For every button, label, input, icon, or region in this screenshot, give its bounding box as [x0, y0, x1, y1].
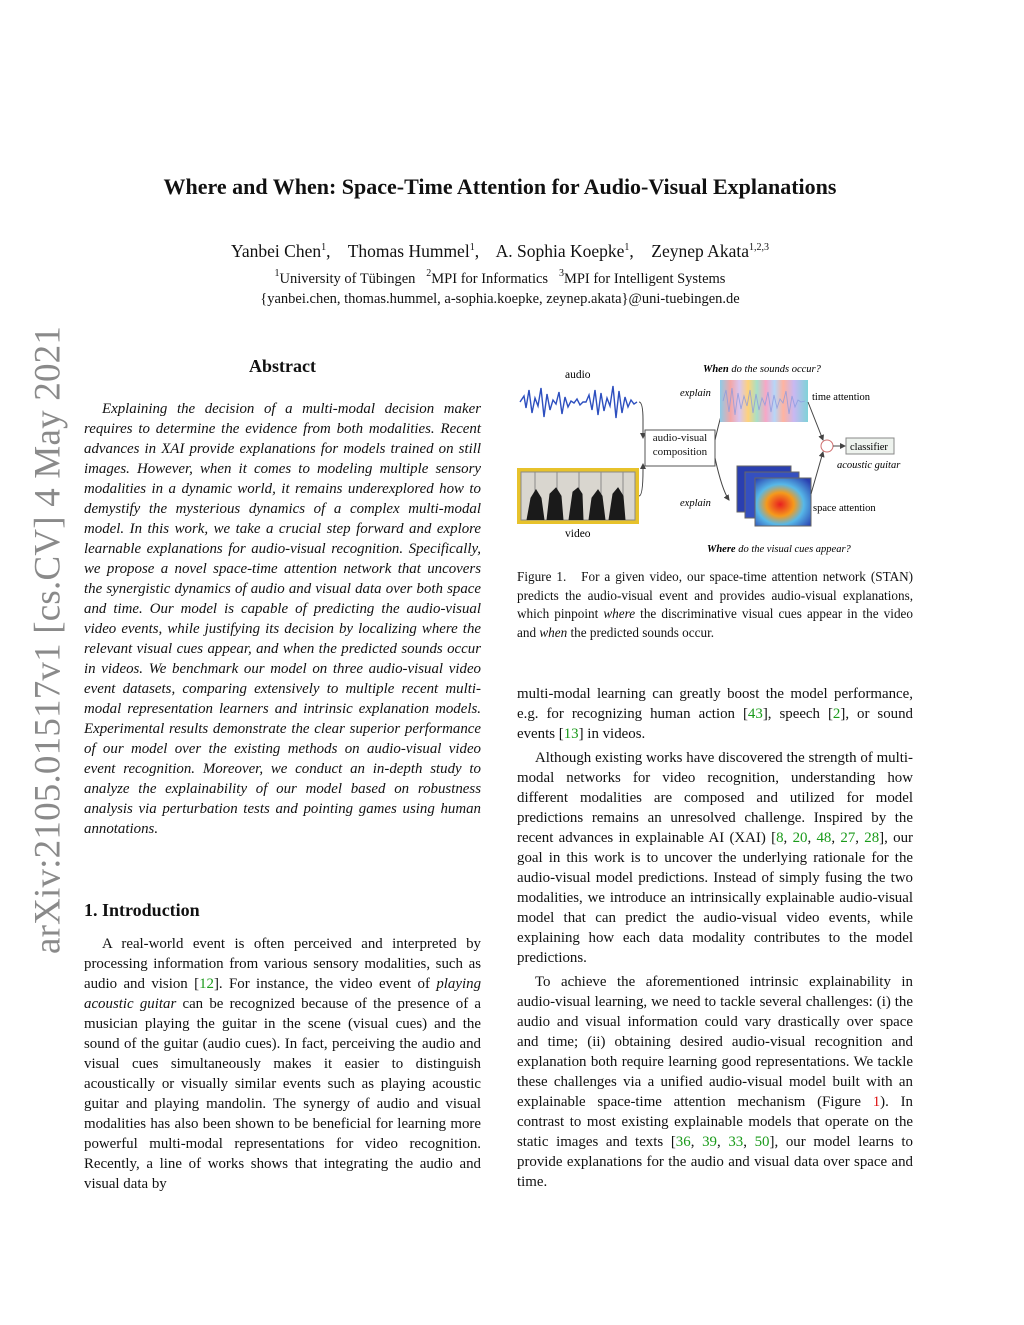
citation-link[interactable]: 43: [747, 706, 763, 722]
intro-body: [84, 934, 481, 1194]
citation-link[interactable]: 2: [832, 706, 841, 722]
fusion-node: [821, 440, 833, 452]
abstract-text: Explaining the decision of a multi-modal decision maker requires to determine the evidence from both modalities. Recent advances in XAI provide explanations for models trained on still images. However, when it comes to modeling multiple sensory modalities in a dynamic world, it remains underexplored how to demystify the mysterious dynamics of a complex multi-modal model. In this work, we take a crucial step forward and explore learnable explanations for audio-visual recognition. Specifically, we propose a novel space-time attention network that uncovers the synergistic dynamics of audio and visual data over both space and time. Our model is capable of predicting the audio-visual video events, while justifying its decision by localizing where the relevant visual cues appear, and when the predicted sounds occur in videos. We benchmark our model on three audio-visual video event datasets, comparing extensively to multiple recent multi-modal representation learners and intrinsic explanation models. Experimental results demonstrate the clear superior performance of our model over the existing methods on audio-visual video event recognition. Moreover, we conduct an in-depth study to analyze the explainability of our model based on robustness analysis via perturbation tests and pointing games using human annotations.: [84, 401, 481, 837]
abstract-heading: Abstract: [249, 356, 316, 376]
space-to-fusion-arrow: [811, 452, 823, 494]
audio-arrow: [639, 402, 643, 438]
body-paragraph: To achieve the aforementioned intrinsic explainability in audio-visual learning, we need to tackle several challenges: (i) the audio and visual information could vary drastically over space and time; (ii) obtaining desired audio-visual recognition and explanation both require learning good representations. We tackle these challenges via a unified audio-visual model built with an explainable space-time attention mechanism (Figure 1). In contrast to most existing explainable models that operate on the static images and texts [36, 39, 33, 50], our model learns to provide explanations for the audio and visual data over space and time.: [517, 974, 913, 1190]
time-attention-label: time attention: [812, 392, 871, 403]
author-name: A. Sophia Koepke: [495, 241, 625, 261]
intro-paragraph: [84, 934, 481, 1194]
text-run: Although existing works have discovered the strength of multi-modal networks for video recognition, understanding how different modalities are composed and utilized for model predictions remains an unresolved challenge. Inspired by the recent advances in explainable AI (XAI) [: [517, 750, 913, 846]
figure-reference-link[interactable]: 1: [872, 1094, 881, 1110]
composition-label-holder: [645, 431, 715, 465]
caption-text: For a given video, our space-time attention network (STAN) predicts the audio-visual event and provides audio-visual explanations, which pinpoint: [517, 569, 914, 621]
body-paragraph: Although existing works have discovered the strength of multi-modal networks for video recognition, understanding how different modalities are composed and utilized for model predictions remains an unresolved challenge. Inspired by the recent advances in explainable AI (XAI) [8, 20, 48, 27, 28], our goal in this work is to uncover the underlying rationale for the audio-visual model predictions. Instead of simply fusing the two modalities, we introduce an intrinsically explainable audio-visual model that can predict the audio-visual video events, while explaining how each data modality contributes to the model predictions.: [517, 750, 913, 966]
figure-caption: [517, 568, 913, 642]
affiliation-name: University of Tübingen: [279, 271, 416, 287]
affiliation-mark: 2: [426, 268, 432, 279]
text-run: multi-modal learning can greatly boost the model performance, e.g. for recognizing human action [: [517, 686, 913, 722]
caption-text: the discriminative visual cues appear in the video and: [517, 606, 913, 640]
author-affiliation-mark: 1: [624, 242, 630, 253]
citation-link[interactable]: 50: [754, 1134, 770, 1150]
where-question: [707, 544, 852, 555]
arxiv-id-text: arXiv:2105.01517v1 [cs.CV] 4 May 2021: [27, 325, 69, 955]
space-attention-label: space attention: [813, 503, 876, 514]
text-run: can be recognized because of the presence of a musician playing the guitar in the scene (visual cues) and the sound of the guitar (audio cues). In fact, perceiving the audio and visual cues simultaneously makes it easier to distinguish acoustically or visually similar events such as playing acoustic guitar and playing mandolin. The synergy of audio and visual modalities has also been shown to be beneficial for learning more powerful multi-modal representations for video recognition. Recently, a line of works shows that integrating the audio and visual data by: [84, 996, 481, 1192]
affiliation-mark: 1: [274, 268, 280, 279]
intro-heading: 1. Introduction: [84, 900, 200, 920]
when-question: [703, 364, 822, 375]
text-run: ). In contrast to most existing explainable models that operate on the static images and texts [: [517, 1094, 913, 1150]
text-run: ]. For instance, the video event of: [213, 976, 437, 992]
abstract-body: [84, 399, 481, 839]
affiliation-name: MPI for Informatics: [431, 271, 549, 287]
video-label: video: [565, 528, 591, 540]
citation-link[interactable]: 39: [702, 1134, 717, 1150]
citation-link[interactable]: 20: [792, 830, 808, 846]
where-rest: do the visual cues appear?: [735, 544, 851, 555]
caption-emphasis: when: [539, 624, 568, 640]
right-column-body: [517, 684, 913, 1192]
space-attention-frame-front: [755, 478, 811, 526]
text-run: To achieve the aforementioned intrinsic explainability in audio-visual learning, we need to tackle several challenges: (i) the audio and visual information could vary drastically over space and time; (ii) obtaining desired audio-visual recognition and explanation both require learning good representations. We tackle these challenges via a unified audio-visual model built with an explainable space-time attention mechanism (Figure: [517, 974, 913, 1110]
citation-link[interactable]: 28: [864, 830, 880, 846]
composition-label: audio-visual composition: [652, 432, 708, 458]
affiliation-list: [60, 268, 940, 288]
author-affiliation-mark: 1: [469, 242, 475, 253]
author-emails: {yanbei.chen, thomas.hummel, a-sophia.koepke, zeynep.akata}@uni-tuebingen.de: [260, 291, 740, 307]
prediction-label: acoustic guitar: [837, 460, 901, 471]
text-run: ], our goal in this work is to uncover the underlying rationale for the audio-visual model predictions. Instead of simply fusing the two modalities, we introduce an intrinsically explainable audio-visual model that can predict the audio-visual video events, while explaining how each data modality contributes to the model predictions.: [517, 830, 913, 966]
caption-emphasis: where: [603, 606, 636, 621]
citation-link[interactable]: 48: [816, 830, 832, 846]
author-affiliation-mark: 1: [321, 242, 327, 253]
figure-diagram: [517, 360, 917, 560]
body-paragraph: [517, 684, 913, 744]
figure-1: [517, 360, 917, 560]
caption-text: the predicted sounds occur.: [567, 624, 715, 640]
paper-title: Where and When: Space-Time Attention for Audio-Visual Explanations: [163, 174, 837, 199]
text-run: A real-world event is often perceived and interpreted by processing information from various sensory modalities, such as audio and vision [: [84, 936, 481, 992]
citation-link[interactable]: 33: [728, 1134, 744, 1150]
author-name: Yanbei Chen: [231, 241, 322, 261]
affiliation-name: MPI for Intelligent Systems: [563, 271, 726, 287]
text-run: ], or sound events [: [517, 706, 913, 742]
citation-link[interactable]: 13: [563, 726, 579, 742]
explain-top-label: explain: [680, 388, 711, 399]
text-run: ], speech [: [762, 706, 833, 722]
citation-link[interactable]: 8: [776, 830, 784, 846]
time-to-fusion-arrow: [808, 402, 823, 440]
author-affiliation-mark: 1,2,3: [748, 242, 769, 253]
classifier-label: classifier: [850, 442, 888, 453]
author-list: Yanbei Chen$^1$, Thomas Hummel$^1$, A. Sophia Koepke$^1$, Zeynep Akata$^{1,2,3}$: [231, 241, 769, 261]
citation-link[interactable]: 36: [675, 1134, 691, 1150]
when-rest: do the sounds occur?: [728, 364, 821, 375]
when-bold: When: [703, 364, 729, 375]
explain-bottom-label: explain: [680, 498, 711, 509]
text-run: ] in videos.: [578, 726, 646, 742]
citation-link[interactable]: 27: [840, 830, 856, 846]
explain-bottom-arrow: [715, 458, 729, 500]
caption-prefix: Figure 1.: [517, 569, 567, 584]
author-name: Zeynep Akata: [651, 241, 749, 261]
audio-label: audio: [565, 369, 591, 381]
text-run: ], our model learns to provide explanations for the audio and visual data over space and time.: [517, 1134, 913, 1190]
where-bold: Where: [707, 544, 736, 555]
video-arrow: [639, 464, 643, 496]
author-name: Thomas Hummel: [347, 241, 470, 261]
emphasis-text: playing acoustic guitar: [84, 976, 482, 1012]
citation-link[interactable]: 12: [199, 976, 214, 992]
affiliation-mark: 3: [558, 268, 564, 279]
audio-waveform: [520, 386, 637, 418]
